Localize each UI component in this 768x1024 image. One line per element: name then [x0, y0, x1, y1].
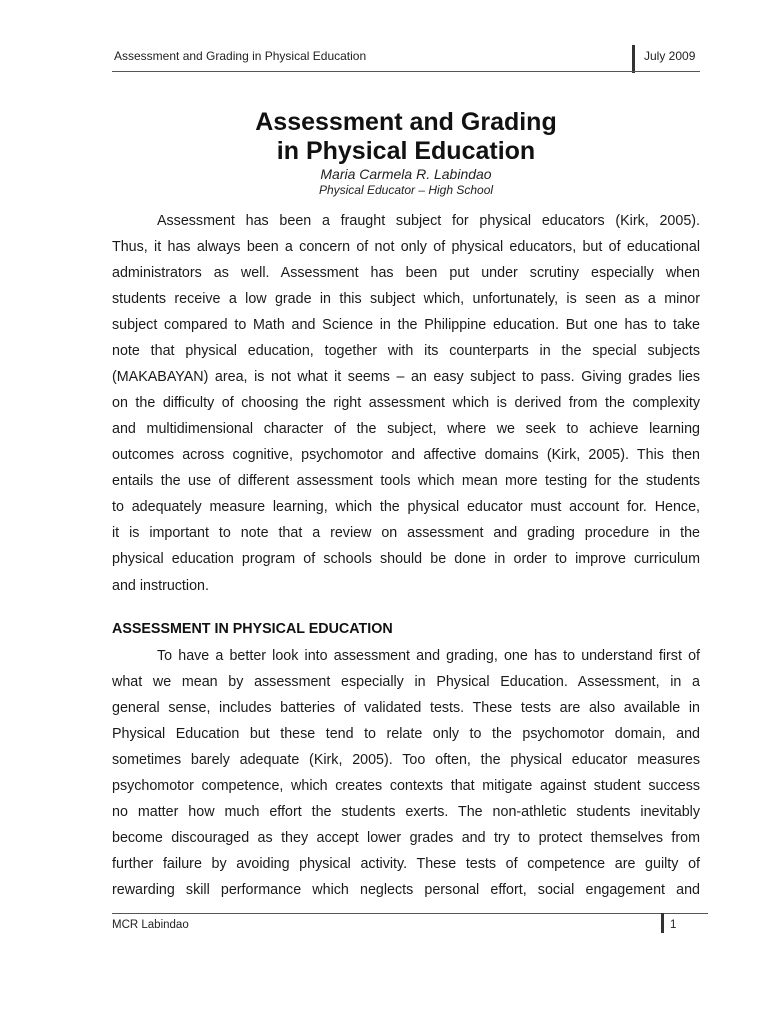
header-divider — [632, 45, 635, 73]
paragraph-line: outcomes across cognitive, psychomotor and affective domains (Kirk, 2005). This then — [112, 447, 700, 463]
paragraph-line: entails the use of different assessment tools which mean more testing for the students — [112, 473, 700, 489]
page-number: 1 — [670, 919, 677, 931]
paragraph-line: further failure by avoiding physical activity. These tests of competence are guilty of — [112, 856, 700, 872]
footer-divider — [661, 913, 664, 933]
author-name: Maria Carmela R. Labindao — [320, 166, 492, 182]
paragraph-line: note that physical education, together with its counterparts in the special subjects — [112, 343, 700, 359]
paragraph-line: general sense, includes batteries of validated tests. These tests are also available in — [112, 700, 700, 716]
paragraph-line: and instruction. — [112, 578, 209, 594]
paragraph-line: subject compared to Math and Science in the Philippine education. But one has to take — [112, 317, 700, 333]
paragraph-line: and multidimensional character of the subject, where we seek to achieve learning — [112, 421, 700, 437]
paragraph-line: on the difficulty of choosing the right assessment which is derived from the complexity — [112, 395, 700, 411]
paragraph-line: physical education program of schools should be done in order to improve curriculum — [112, 551, 700, 567]
footer-author: MCR Labindao — [112, 919, 189, 931]
author-role: Physical Educator – High School — [318, 183, 494, 197]
paragraph-line: Physical Education but these tend to relate only to the psychomotor domain, and — [112, 726, 700, 742]
paragraph-line: to adequately measure learning, which the physical educator must account for. Hence, — [112, 499, 700, 515]
section-heading: ASSESSMENT IN PHYSICAL EDUCATION — [112, 621, 393, 637]
header-date: July 2009 — [644, 49, 696, 63]
paragraph-line: rewarding skill performance which neglects personal effort, social engagement and — [112, 882, 700, 898]
paragraph-line: administrators as well. Assessment has been put under scrutiny especially when — [112, 265, 700, 281]
running-title: Assessment and Grading in Physical Education — [114, 49, 367, 63]
paragraph-line: sometimes barely adequate (Kirk, 2005). Too often, the physical educator measures — [112, 752, 700, 768]
paragraph-line: no matter how much effort the students exerts. The non-athletic students inevitably — [112, 804, 700, 820]
document-title-line-1: Assessment and Grading — [255, 108, 557, 136]
page-header — [112, 40, 700, 76]
page-footer — [112, 910, 708, 938]
paragraph-line: psychomotor competence, which creates contexts that mitigate against student success — [112, 778, 700, 794]
paragraph-line: what we mean by assessment especially in Physical Education. Assessment, in a — [112, 674, 700, 690]
paragraph-line: Thus, it has always been a concern of not only of physical educators, but of educational — [112, 239, 700, 255]
document-title-line-2: in Physical Education — [276, 137, 536, 165]
paragraph-line: To have a better look into assessment and grading, one has to understand first of — [157, 648, 700, 664]
paragraph-line: Assessment has been a fraught subject for physical educators (Kirk, 2005). — [157, 213, 700, 229]
paragraph-line: (MAKABAYAN) area, is not what it seems – an easy subject to pass. Giving grades lies — [112, 369, 700, 385]
header-rule — [112, 71, 700, 72]
paragraph-line: students receive a low grade in this subject which, unfortunately, is seen as a minor — [112, 291, 700, 307]
footer-rule — [112, 913, 708, 914]
paragraph-line: become discouraged as they accept lower grades and try to protect themselves from — [112, 830, 700, 846]
paragraph-line: it is important to note that a review on assessment and grading procedure in the — [112, 525, 700, 541]
